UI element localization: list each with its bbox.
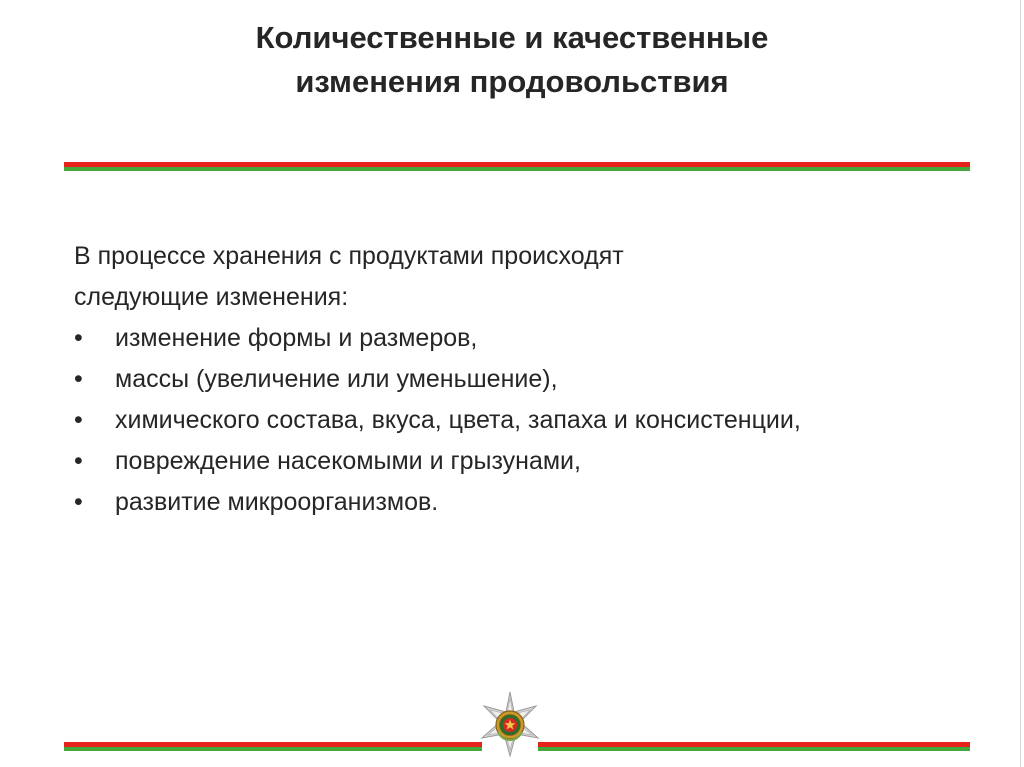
list-item-text: изменение формы и размеров,	[115, 324, 478, 352]
list-item-text: химического состава, вкуса, цвета, запаха и консистенции,	[115, 406, 801, 434]
list-item-text: развитие микроорганизмов.	[115, 488, 439, 516]
changes-list	[74, 318, 894, 523]
bullet-icon: •	[74, 324, 83, 352]
list-item	[74, 400, 894, 441]
slide-body	[74, 236, 894, 523]
top-stripe-green	[64, 167, 970, 171]
title-line-2: изменения продовольствия	[295, 64, 729, 99]
military-emblem-icon	[478, 690, 542, 760]
list-item	[74, 318, 894, 359]
list-item-text: повреждение насекомыми и грызунами,	[115, 447, 581, 475]
list-item	[74, 359, 894, 400]
bullet-icon: •	[74, 447, 83, 475]
list-item	[74, 441, 894, 482]
top-divider-stripe	[64, 162, 970, 171]
bullet-icon: •	[74, 365, 83, 393]
bullet-icon: •	[74, 488, 83, 516]
title-line-1: Количественные и качественные	[255, 20, 769, 55]
slide-title	[60, 16, 964, 104]
list-item-text: массы (увеличение или уменьшение),	[115, 365, 558, 393]
bullet-icon: •	[74, 406, 83, 434]
intro-line-2: следующие изменения:	[74, 283, 349, 311]
slide-border	[1020, 0, 1021, 767]
list-item	[74, 482, 894, 523]
intro-line-1: В процессе хранения с продуктами происходят	[74, 242, 624, 270]
